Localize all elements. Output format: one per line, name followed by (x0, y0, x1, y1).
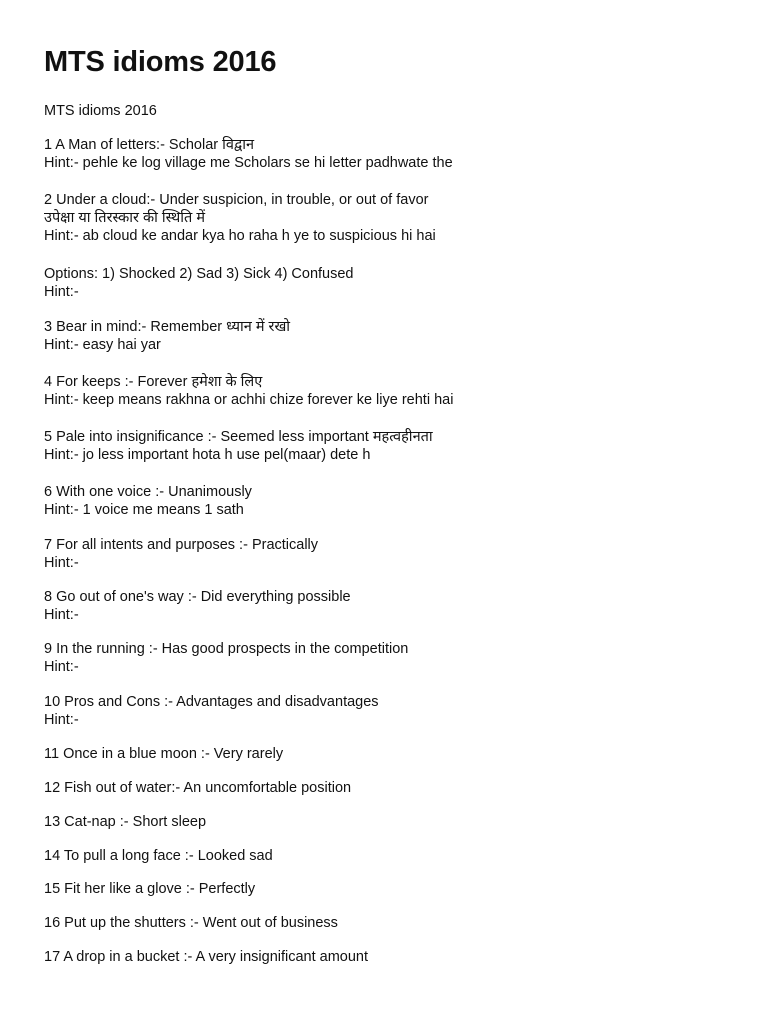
idiom-line: 5 Pale into insignificance :- Seemed less important महत्वहीनता (44, 429, 433, 445)
idiom-detail-line: Hint:- (44, 555, 79, 571)
idiom-line: 9 In the running :- Has good prospects in the competition (44, 641, 409, 657)
idiom-detail-line: Hint:- easy hai yar (44, 337, 161, 353)
idiom-line: 2 Under a cloud:- Under suspicion, in trouble, or out of favor (44, 192, 429, 208)
idiom-line: 14 To pull a long face :- Looked sad (44, 848, 273, 864)
idiom-detail-line: Hint:- 1 voice me means 1 sath (44, 502, 244, 518)
idiom-line: 4 For keeps :- Forever हमेशा के लिए (44, 374, 263, 390)
idiom-detail-line: Hint:- pehle ke log village me Scholars se hi letter padhwate the (44, 155, 453, 171)
idiom-entry (44, 373, 453, 409)
idiom-entry (44, 779, 351, 797)
idiom-line: 16 Put up the shutters :- Went out of business (44, 915, 338, 931)
idiom-line: 13 Cat-nap :- Short sleep (44, 814, 207, 830)
idiom-line: 15 Fit her like a glove :- Perfectly (44, 881, 256, 897)
idiom-entry (44, 948, 368, 966)
idiom-detail-line: Hint:- keep means rakhna or achhi chize forever ke liye rehti hai (44, 392, 454, 408)
idiom-entry (44, 640, 408, 676)
idiom-detail-line: Hint:- ab cloud ke andar kya ho raha h ye to suspicious hi hai (44, 228, 436, 244)
idiom-detail-line: Hint:- (44, 284, 79, 300)
page-title: MTS idioms 2016 (44, 46, 277, 78)
idiom-entry (44, 693, 379, 729)
idiom-line: 1 A Man of letters:- Scholar विद्वान (44, 137, 255, 153)
idiom-line: 8 Go out of one's way :- Did everything possible (44, 589, 351, 605)
idiom-entry (44, 191, 436, 245)
idiom-line: 7 For all intents and purposes :- Practically (44, 537, 319, 553)
idiom-detail-line: उपेक्षा या तिरस्कार की स्थिति में (44, 210, 206, 226)
idiom-entry (44, 847, 273, 865)
idiom-entry (44, 588, 351, 624)
subtitle-text: MTS idioms 2016 (44, 103, 157, 119)
idiom-entry (44, 318, 290, 354)
idiom-line: 17 A drop in a bucket :- A very insignificant amount (44, 949, 369, 965)
idiom-entry (44, 483, 252, 519)
idiom-line: 6 With one voice :- Unanimously (44, 484, 252, 500)
idiom-line: 12 Fish out of water:- An uncomfortable position (44, 780, 352, 796)
idiom-entry (44, 880, 255, 898)
idiom-line: 3 Bear in mind:- Remember ध्यान में रखो (44, 319, 291, 335)
idiom-detail-line: Hint:- jo less important hota h use pel(maar) dete h (44, 447, 371, 463)
idiom-detail-line: Hint:- (44, 607, 79, 623)
idiom-entry (44, 265, 354, 301)
idiom-entry (44, 536, 318, 572)
idiom-entry (44, 745, 283, 763)
idiom-entry (44, 428, 433, 464)
document-subtitle (44, 102, 157, 120)
idiom-detail-line: Hint:- (44, 659, 79, 675)
idiom-entry (44, 914, 338, 932)
idiom-line: Options: 1) Shocked 2) Sad 3) Sick 4) Confused (44, 266, 354, 282)
idiom-entry (44, 813, 206, 831)
idiom-line: 11 Once in a blue moon :- Very rarely (44, 746, 284, 762)
idiom-line: 10 Pros and Cons :- Advantages and disadvantages (44, 694, 379, 710)
idiom-detail-line: Hint:- (44, 712, 79, 728)
idiom-entry (44, 136, 453, 172)
